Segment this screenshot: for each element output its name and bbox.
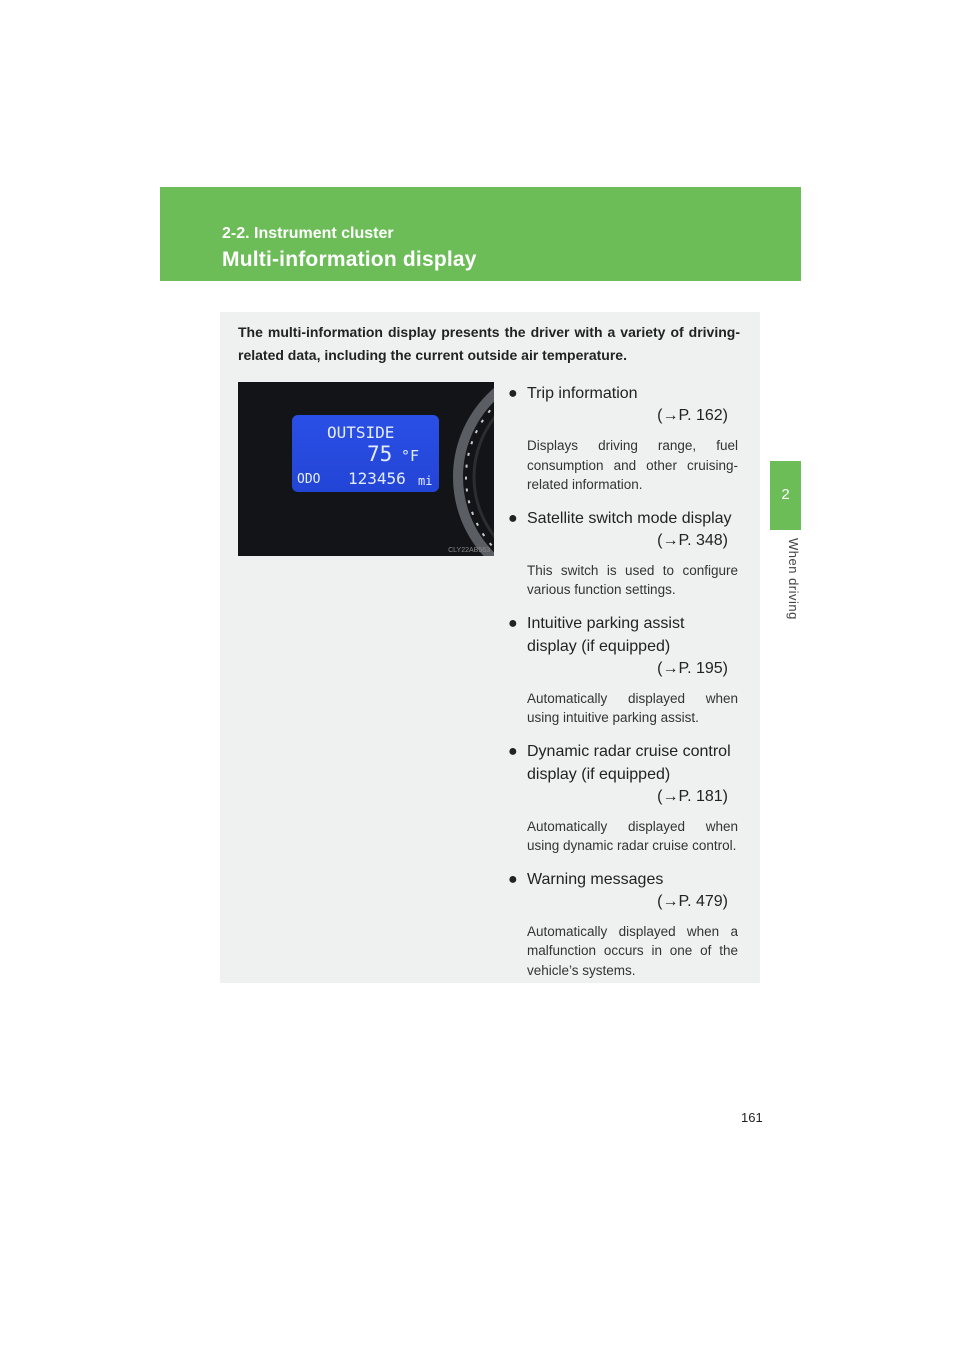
item-title [508,868,738,891]
chapter-tab [770,461,801,530]
item-title [508,382,738,405]
chapter-header [160,187,801,281]
page-reference-link[interactable]: (→P. 195) [657,659,728,677]
bullet-icon: ● [508,385,518,402]
gauge-dial-icon [450,382,494,556]
page-reference-link[interactable]: (→P. 162) [657,407,728,424]
list-item [508,507,738,600]
item-title-text: Dynamic radar cruise control display (if equipped) [527,742,731,783]
list-item [508,612,738,728]
item-description: Automatically displayed when using dynamic radar cruise control. [527,818,738,853]
bullet-icon: ● [508,870,518,888]
screen-outside-label: OUTSIDE [327,423,395,442]
screen-odo-value: 123456 [348,469,406,488]
item-title [508,507,738,530]
list-item [508,382,738,495]
item-title-text: Satellite switch mode display [527,509,732,527]
bullet-icon: ● [508,742,518,760]
screen-temperature: 75 [367,442,393,466]
item-description: Displays driving range, fuel consumption and other cruising-related information. [527,438,738,492]
page-title: Multi-information display [222,248,477,271]
bullet-icon: ● [508,614,518,632]
item-title-text: Warning messages [527,870,664,888]
list-item [508,868,738,981]
list-item [508,740,738,856]
item-description: This switch is used to configure various function settings. [527,562,738,597]
intro-text: The multi-information display presents the driver with a variety of driving-related data, including the current outside air temperature. [238,324,740,363]
display-photo [238,382,494,556]
item-title-text: Trip information [527,385,638,402]
image-code: CLY22AB563 [448,547,490,554]
item-description: Automatically displayed when using intuitive parking assist. [527,690,738,725]
chapter-label: When driving [786,538,801,620]
page-reference-link[interactable]: (→P. 348) [657,531,728,549]
item-title [508,612,738,658]
section-label: 2-2. Instrument cluster [222,225,394,242]
item-title-text: Intuitive parking assist display (if equipped) [527,614,685,655]
page-reference-link[interactable]: (→P. 479) [657,892,728,910]
screen-odo-unit: mi [418,474,433,488]
bullet-icon: ● [508,509,518,527]
multi-info-screen [292,415,439,492]
page-number: 161 [741,1110,763,1125]
item-description: Automatically displayed when a malfunction occurs in one of the vehicle’s systems. [527,923,738,978]
feature-list [508,382,738,992]
page-reference-link[interactable]: (→P. 181) [657,787,728,805]
screen-odo-label: ODO [297,472,321,487]
content-panel [220,312,760,983]
chapter-number: 2 [781,486,790,503]
screen-temp-unit: °F [401,447,420,465]
item-title [508,740,738,786]
